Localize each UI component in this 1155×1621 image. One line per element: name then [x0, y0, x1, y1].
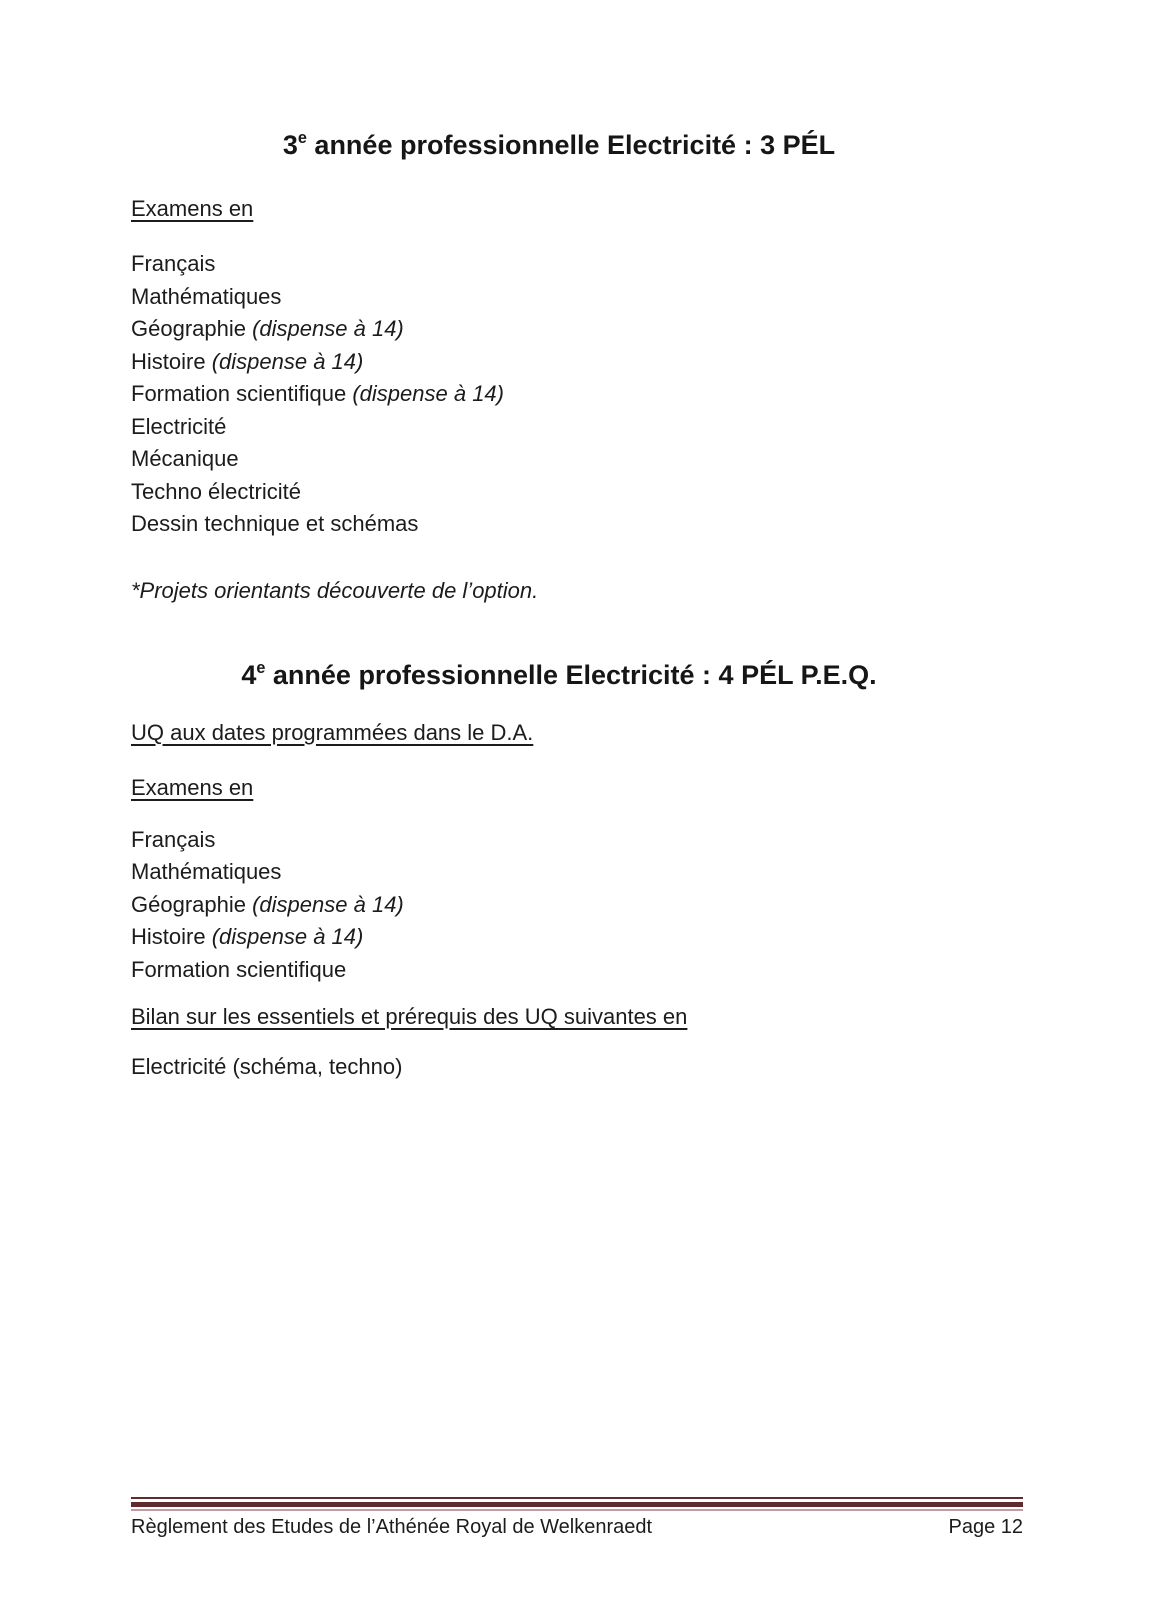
subject-name: Géographie [131, 891, 246, 917]
subject-item [131, 411, 1023, 444]
title-1-superscript: e [297, 129, 307, 148]
bilan-heading: Bilan sur les essentiels et prérequis des UQ suivantes en [131, 1004, 688, 1029]
subject-item [131, 508, 1023, 541]
title-1-number: 3 [282, 130, 298, 160]
subject-name: Formation scientifique [131, 956, 347, 982]
subject-note: (dispense à 14) [211, 348, 364, 374]
subject-note: (dispense à 14) [352, 381, 504, 406]
subject-name: Electricité [131, 413, 227, 439]
subject-item [131, 378, 1023, 411]
content-area [0, 127, 1155, 1081]
subject-name: Géographie [131, 316, 246, 341]
subject-name: Dessin technique et schémas [131, 511, 419, 536]
subject-item [131, 476, 1023, 509]
subject-name: Français [131, 826, 216, 852]
subject-item [131, 281, 1023, 314]
subject-name: Mécanique [131, 446, 239, 471]
subject-list-1 [131, 248, 1023, 541]
uq-dates-heading: UQ aux dates programmées dans le D.A. [131, 719, 534, 745]
footer-page-number: Page 12 [948, 1516, 1023, 1538]
footer-text-row [131, 1514, 1023, 1540]
subject-name: Histoire [131, 924, 206, 949]
page-footer [131, 1497, 1023, 1540]
subject-item [131, 346, 1023, 379]
subject-name: Mathématiques [131, 283, 282, 309]
subject-list-2 [131, 824, 1023, 987]
title-2-text: année professionnelle Electricité : 4 PÉL P.E.Q. [265, 659, 877, 690]
title-1-text: année professionnelle Electricité : 3 PÉL [306, 130, 836, 160]
subject-note: (dispense à 14) [252, 316, 404, 341]
subject-item [131, 921, 1023, 954]
section-1-title [131, 127, 1023, 163]
title-2-number: 4 [241, 659, 257, 690]
footer-rule-thin-bottom [131, 1509, 1023, 1511]
subject-name: Formation scientifique [131, 381, 347, 406]
subject-name: Histoire [131, 348, 206, 374]
subject-note: (dispense à 14) [252, 891, 404, 917]
exams-heading-1: Examens en [131, 196, 254, 221]
bilan-subject: Electricité (schéma, techno) [131, 1054, 403, 1079]
option-footnote: *Projets orientants découverte de l’option. [131, 577, 539, 603]
subject-item [131, 443, 1023, 476]
subject-name: Français [131, 251, 216, 276]
subject-item [131, 313, 1023, 346]
subject-note: (dispense à 14) [211, 924, 364, 949]
footer-document-title: Règlement des Etudes de l’Athénée Royal de Welkenraedt [131, 1516, 653, 1538]
subject-name: Mathématiques [131, 859, 282, 884]
subject-item [131, 889, 1023, 922]
subject-item [131, 824, 1023, 857]
subject-item [131, 856, 1023, 889]
title-2-superscript: e [256, 658, 266, 677]
exams-heading-2: Examens en [131, 774, 254, 800]
subject-name: Techno électricité [131, 478, 301, 504]
section-2-title [131, 657, 1023, 693]
subject-item [131, 248, 1023, 281]
subject-item [131, 954, 1023, 987]
